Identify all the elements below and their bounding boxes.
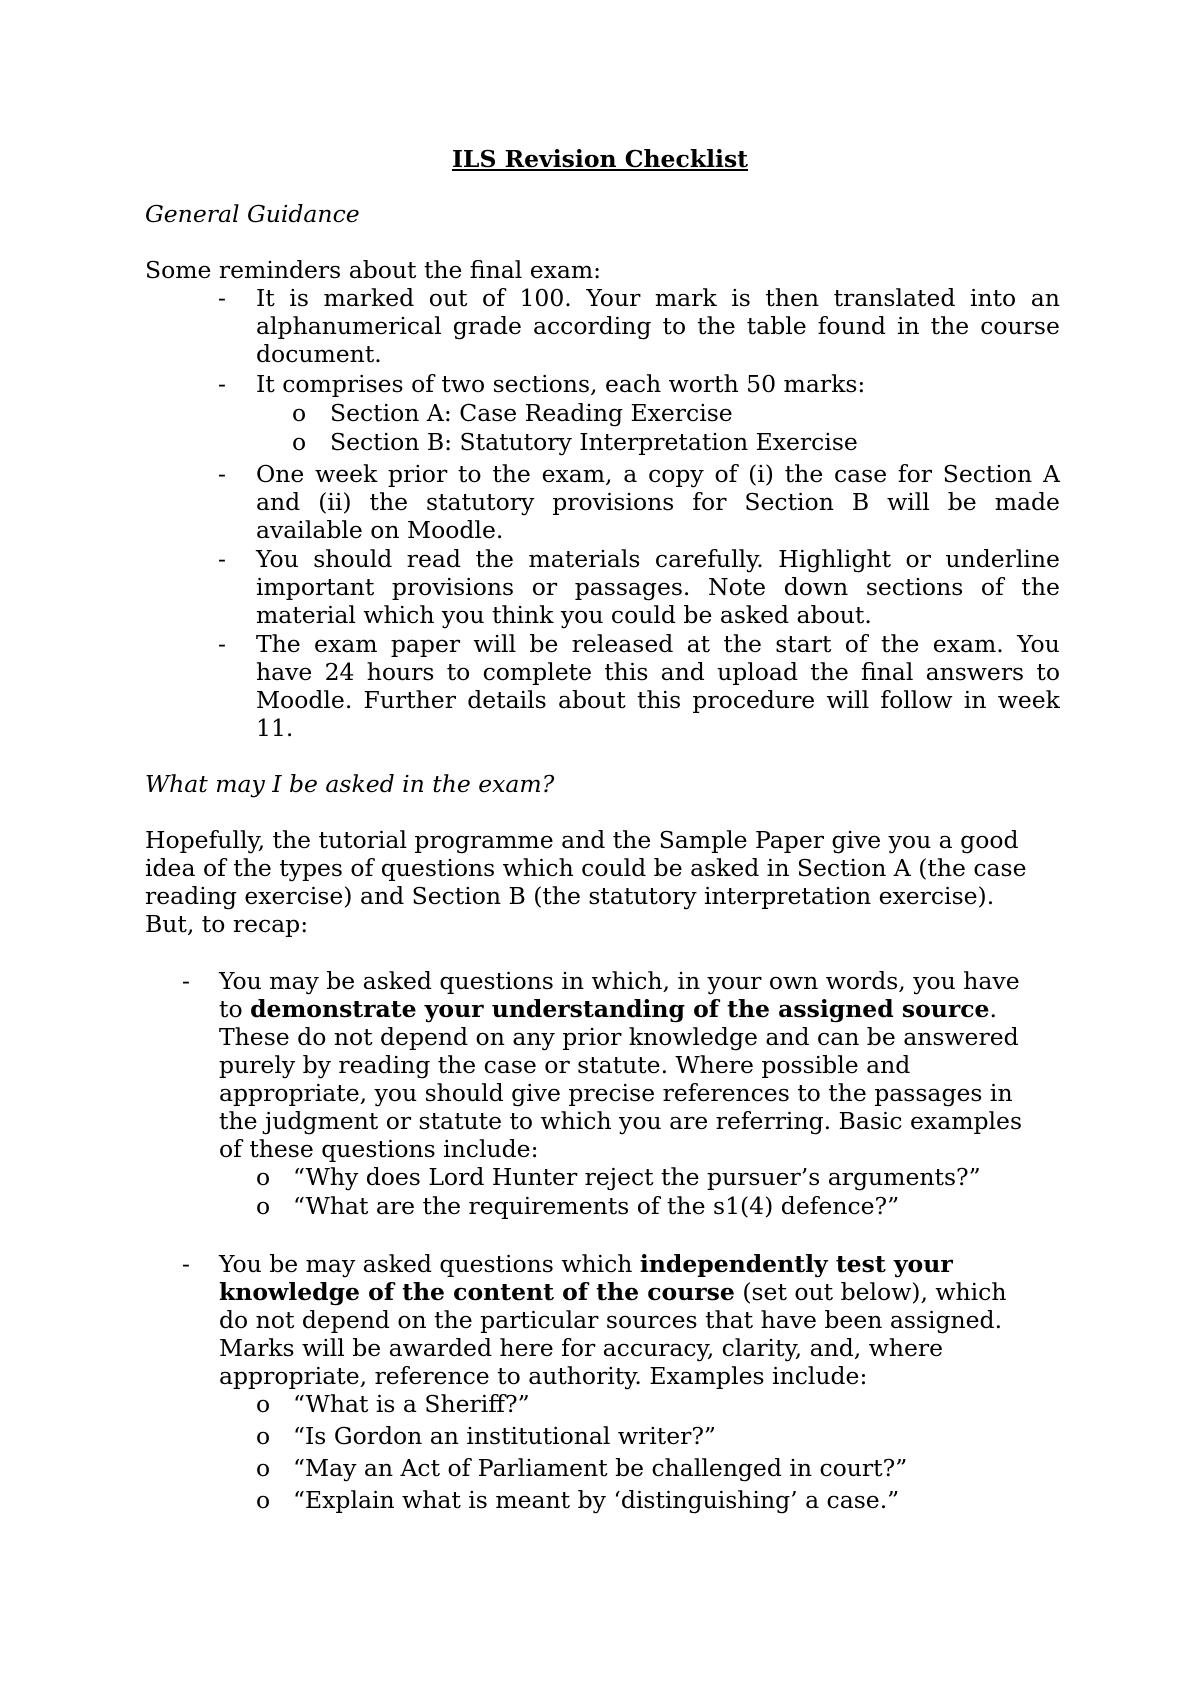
bullet-text-line: 11. (256, 714, 294, 742)
word: will (473, 630, 517, 658)
word: of (844, 630, 868, 658)
text-run: You be may asked questions which (219, 1250, 640, 1278)
word: and (660, 658, 705, 686)
circle-bullet: o (292, 428, 307, 456)
word: will (887, 488, 930, 516)
bullet-text-line: appropriate, reference to authority. Examples include: (219, 1362, 868, 1390)
word: Section (942, 460, 1033, 488)
word: week (997, 686, 1060, 714)
word: Your (586, 284, 641, 312)
bullet-text-line: appropriate, you should give precise references to the passages in (219, 1079, 1013, 1107)
circle-bullet: o (256, 1422, 271, 1450)
bullet-text-line: purely by reading the case or statute. Where possible and (219, 1051, 911, 1079)
word: case (834, 460, 888, 488)
sub-bullet-text: Section B: Statutory Interpretation Exercise (330, 428, 858, 456)
word: (ii) (318, 488, 352, 516)
word: or (531, 573, 558, 601)
circle-bullet: o (256, 1390, 271, 1418)
justified-line (256, 545, 1060, 573)
justified-line (256, 658, 1060, 686)
bullet-text-line: the judgment or statute to which you are referring. Basic examples (219, 1107, 1023, 1135)
word: the (369, 488, 409, 516)
word: this (636, 686, 682, 714)
paragraph-line: But, to recap: (145, 910, 309, 938)
bullet-text-line: document. (256, 340, 382, 368)
word: start (775, 630, 832, 658)
paragraph-line: Hopefully, the tutorial programme and the Sample Paper give you a good (145, 826, 1019, 854)
dash-bullet: - (218, 460, 226, 488)
circle-bullet: o (256, 1192, 271, 1220)
word: A (1042, 460, 1060, 488)
word: 24 (324, 658, 355, 686)
word: be (529, 630, 559, 658)
emphasis-text: demonstrate your understanding of the assigned source (250, 995, 990, 1023)
word: prior (388, 460, 448, 488)
word: carefully. (654, 545, 764, 573)
word: the (880, 630, 920, 658)
example-question: “May an Act of Parliament be challenged in court?” (293, 1454, 908, 1482)
text-run: to (219, 995, 251, 1023)
word: Highlight (778, 545, 892, 573)
word: to (1036, 658, 1060, 686)
word: out (428, 284, 468, 312)
word: the (697, 312, 736, 340)
word: should (313, 545, 393, 573)
intro-text: Some reminders about the final exam: (145, 256, 602, 284)
word: It (256, 284, 275, 312)
word: about (557, 686, 626, 714)
word: according (533, 312, 652, 340)
word: is (289, 284, 309, 312)
word: details (467, 686, 547, 714)
word: You (1017, 630, 1060, 658)
dash-bullet: - (218, 630, 226, 658)
example-question: “What are the requirements of the s1(4) defence?” (293, 1192, 900, 1220)
word: Note (708, 573, 767, 601)
word: week (315, 460, 378, 488)
word: read (406, 545, 461, 573)
word: for (897, 460, 932, 488)
word: underline (945, 545, 1060, 573)
circle-bullet: o (256, 1163, 271, 1191)
word: found (817, 312, 886, 340)
word: this (604, 658, 649, 686)
emphasis-text: knowledge of the content of the course (219, 1278, 735, 1306)
word: at (686, 630, 711, 658)
bullet-text-line: material which you think you could be asked about. (256, 601, 872, 629)
bullet-text-line (219, 995, 997, 1023)
bullet-text-line: You may be asked questions in which, in your own words, you have (219, 967, 1020, 995)
word: will (826, 686, 870, 714)
justified-line (256, 488, 1060, 516)
word: then (765, 284, 819, 312)
word: or (905, 545, 931, 573)
word: the (1021, 573, 1060, 601)
word: (i) (748, 460, 774, 488)
word: and (256, 488, 301, 516)
circle-bullet: o (256, 1486, 271, 1514)
word: released (571, 630, 674, 658)
justified-line (256, 460, 1060, 488)
word: Section (744, 488, 834, 516)
justified-line (256, 686, 1060, 714)
word: follow (880, 686, 953, 714)
word: is (731, 284, 751, 312)
word: upload (717, 658, 798, 686)
word: mark (654, 284, 717, 312)
word: copy (648, 460, 704, 488)
word: translated (833, 284, 956, 312)
circle-bullet: o (292, 399, 307, 427)
word: answers (925, 658, 1025, 686)
word: of (980, 573, 1004, 601)
bullet-text-line: of these questions include: (219, 1135, 539, 1163)
word: to (457, 460, 482, 488)
justified-line (256, 573, 1060, 601)
text-run: . (989, 995, 997, 1023)
bullet-text-line: Marks will be awarded here for accuracy, clarity, and, where (219, 1334, 944, 1362)
section-heading-exam-questions: What may I be asked in the exam? (145, 770, 555, 798)
word: the (810, 658, 849, 686)
justified-line (256, 312, 1060, 340)
word: of (714, 460, 738, 488)
bullet-text-line (219, 1278, 1006, 1306)
word: in (896, 312, 920, 340)
word: paper (390, 630, 461, 658)
word: a (623, 460, 638, 488)
example-question: “Why does Lord Hunter reject the pursuer’s arguments?” (293, 1163, 981, 1191)
word: the (930, 312, 970, 340)
bullet-text-line: These do not depend on any prior knowledge and can be answered (219, 1023, 1019, 1051)
word: marked (323, 284, 415, 312)
word: materials (528, 545, 641, 573)
word: One (256, 460, 305, 488)
word: complete (482, 658, 592, 686)
dash-bullet: - (218, 284, 226, 312)
word: statutory (426, 488, 535, 516)
word: The (256, 630, 301, 658)
word: provisions (391, 573, 515, 601)
justified-line (256, 284, 1060, 312)
word: the (723, 630, 762, 658)
word: an (1030, 284, 1060, 312)
circle-bullet: o (256, 1454, 271, 1482)
word: procedure (692, 686, 816, 714)
dash-bullet: - (182, 967, 190, 995)
word: into (969, 284, 1017, 312)
bullet-text-line: It comprises of two sections, each worth 50 marks: (256, 370, 866, 398)
word: B (851, 488, 870, 516)
bullet-text-line (219, 1250, 953, 1278)
word: final (861, 658, 914, 686)
word: passages. (574, 573, 691, 601)
word: hours (366, 658, 435, 686)
dash-bullet: - (218, 370, 226, 398)
dash-bullet: - (182, 1250, 190, 1278)
paragraph-line: reading exercise) and Section B (the statutory interpretation exercise). (145, 882, 995, 910)
sub-bullet-text: Section A: Case Reading Exercise (330, 399, 733, 427)
section-heading-general-guidance: General Guidance (145, 200, 360, 228)
word: the (475, 545, 514, 573)
word: table (746, 312, 807, 340)
dash-bullet: - (218, 545, 226, 573)
word: made (994, 488, 1060, 516)
word: be (947, 488, 977, 516)
word: Further (363, 686, 456, 714)
word: the (784, 460, 824, 488)
word: for (692, 488, 727, 516)
emphasis-text: independently test your (639, 1250, 953, 1278)
word: exam, (541, 460, 613, 488)
bullet-text-line: available on Moodle. (256, 516, 504, 544)
word: of (482, 284, 505, 312)
word: down (783, 573, 849, 601)
word: alphanumerical (256, 312, 442, 340)
word: provisions (552, 488, 675, 516)
example-question: “Explain what is meant by ‘distinguishing’ a case.” (293, 1486, 900, 1514)
word: 100. (519, 284, 572, 312)
word: You (256, 545, 299, 573)
word: exam. (932, 630, 1004, 658)
justified-line (256, 630, 1060, 658)
example-question: “What is a Sheriff?” (293, 1390, 530, 1418)
word: exam (314, 630, 378, 658)
word: grade (452, 312, 522, 340)
word: sections (865, 573, 964, 601)
word: important (256, 573, 375, 601)
word: in (963, 686, 987, 714)
paragraph-line: idea of the types of questions which could be asked in Section A (the case (145, 854, 1027, 882)
word: course (980, 312, 1060, 340)
example-question: “Is Gordon an institutional writer?” (293, 1422, 716, 1450)
word: the (492, 460, 531, 488)
word: to (662, 312, 687, 340)
word: have (256, 658, 313, 686)
word: to (446, 658, 471, 686)
word: Moodle. (256, 686, 353, 714)
document-title: ILS Revision Checklist (451, 145, 749, 173)
text-run: (set out below), which (734, 1278, 1007, 1306)
bullet-text-line: do not depend on the particular sources that have been assigned. (219, 1306, 1003, 1334)
